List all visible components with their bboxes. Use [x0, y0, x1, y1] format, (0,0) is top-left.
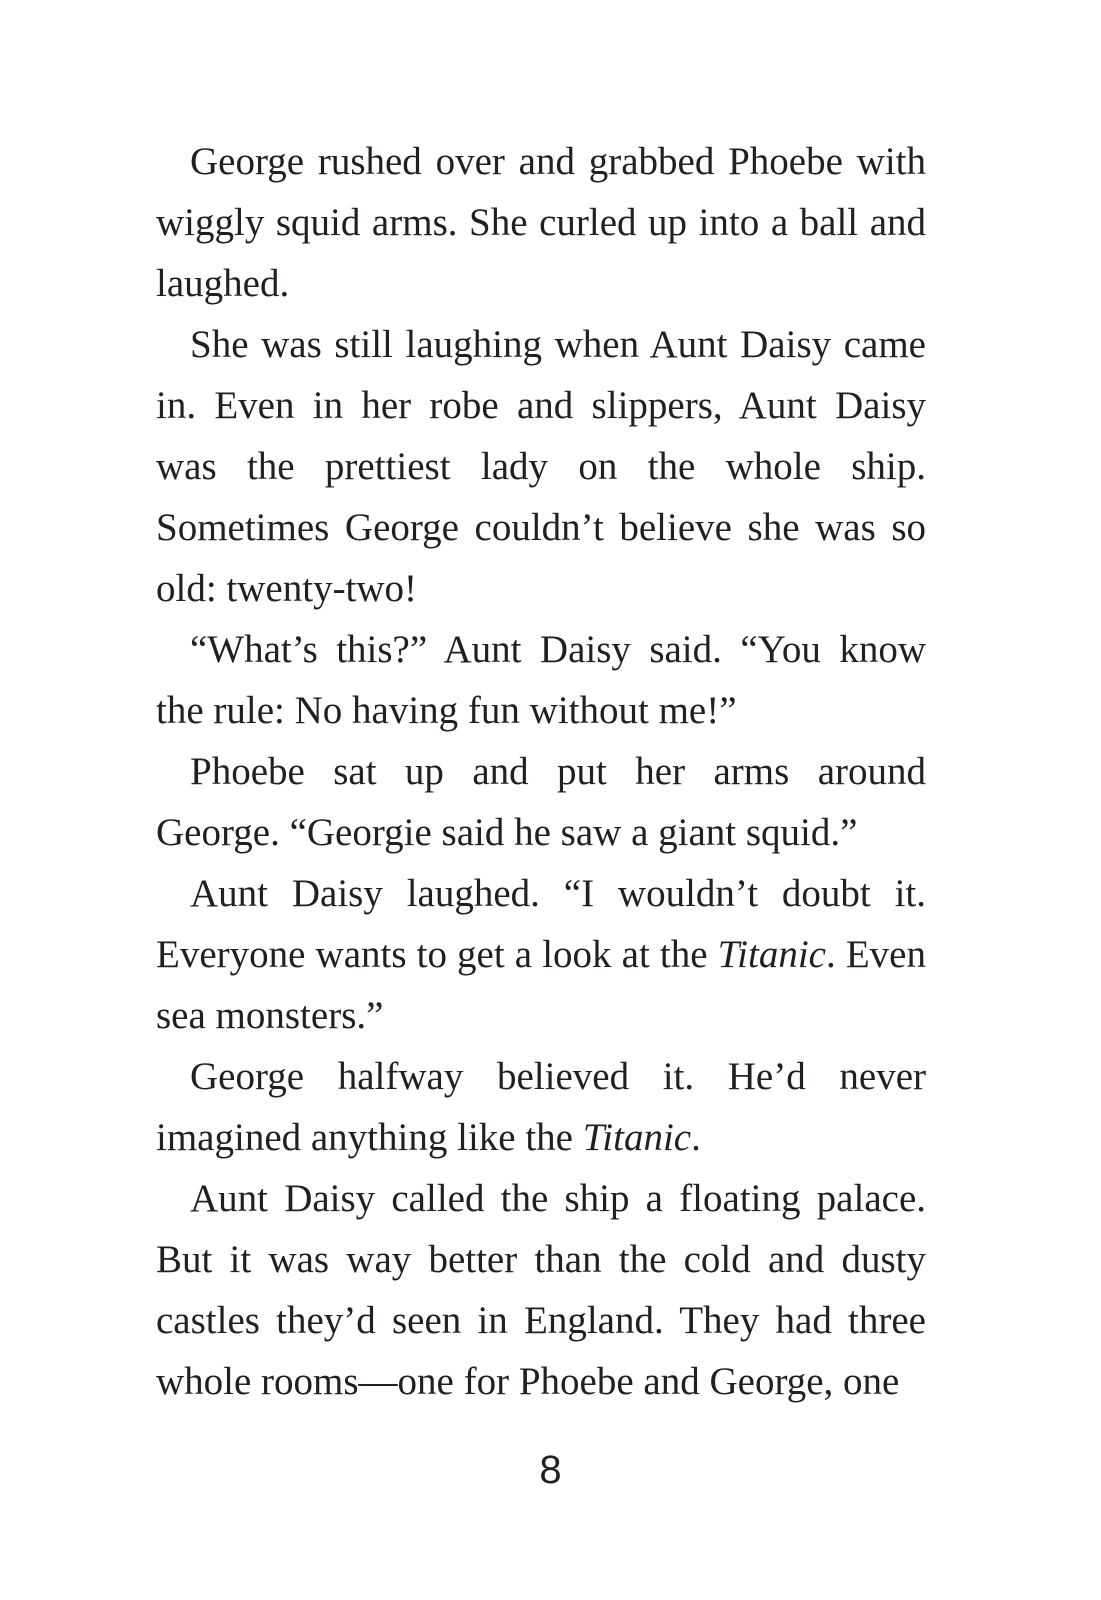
paragraph-text: “What’s this?” Aunt Daisy said. “You know the rule: No having fun without me!”: [156, 628, 926, 732]
body-text: [156, 131, 926, 1412]
paragraph-text: George rushed over and grabbed Phoebe with wiggly squid arms. She curled up into a ball and laughed.: [156, 140, 926, 305]
ship-name-italic: Titanic: [717, 933, 826, 976]
paragraph: [156, 741, 926, 863]
paragraph: [156, 1046, 926, 1168]
paragraph-text: Aunt Daisy laughed. “I wouldn’t doubt it. Everyone wants to get a look at the: [156, 872, 926, 976]
paragraph: [156, 314, 926, 619]
page-number: 8: [539, 1448, 562, 1492]
paragraph-text: Aunt Daisy called the ship a floating palace. But it was way better than the cold and dusty castles they’d seen in England. They had three whole rooms—one for Phoebe and George, one: [156, 1177, 926, 1403]
paragraph-text: She was still laughing when Aunt Daisy came in. Even in her robe and slippers, Aunt Daisy was the prettiest lady on the whole ship. Sometimes George couldn’t believe she was so old: twenty-two!: [156, 323, 926, 610]
paragraph: [156, 131, 926, 314]
paragraph-text: Phoebe sat up and put her arms around George. “Georgie said he saw a giant squid.”: [156, 750, 926, 854]
paragraph: [156, 1168, 926, 1412]
paragraph-text: .: [691, 1116, 701, 1159]
paragraph: [156, 863, 926, 1046]
ship-name-italic: Titanic: [582, 1116, 692, 1159]
paragraph-text: George halfway believed it. He’d never imagined anything like the: [156, 1055, 926, 1159]
paragraph: [156, 619, 926, 741]
paragraph-text: . Even sea monsters.”: [156, 933, 926, 1037]
